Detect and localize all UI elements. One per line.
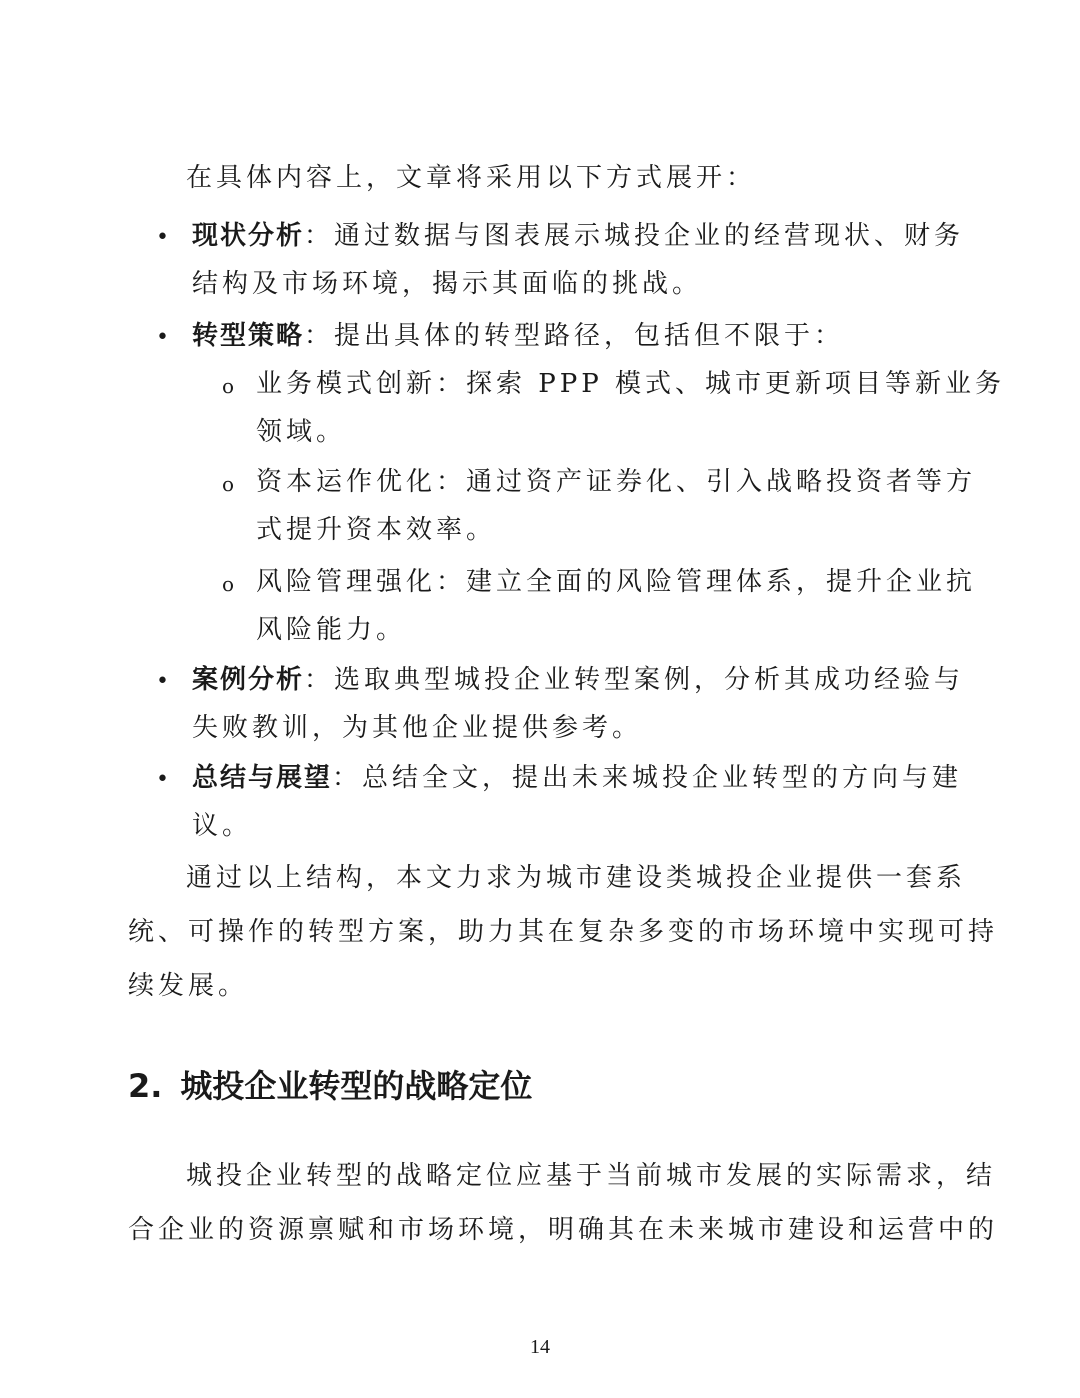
sub-bullet-continuation: 风险能力。 bbox=[256, 615, 407, 645]
summary-paragraph-line: 统、可操作的转型方案，助力其在复杂多变的市场环境中实现可持 bbox=[128, 917, 999, 947]
bullet-text: ：选取典型城投企业转型案例，分析其成功经验与 bbox=[304, 665, 965, 695]
bullet-continuation: 失败教训，为其他企业提供参考。 bbox=[192, 713, 643, 743]
section-body-line: 合企业的资源禀赋和市场环境，明确其在未来城市建设和运营中的 bbox=[128, 1215, 999, 1245]
sub-bullet-item-capital-operation: 资本运作优化：通过资产证券化、引入战略投资者等方 bbox=[256, 467, 977, 497]
section-body-line: 城投企业转型的战略定位应基于当前城市发展的实际需求，结 bbox=[186, 1161, 997, 1191]
bullet-continuation: 结构及市场环境，揭示其面临的挑战。 bbox=[192, 269, 703, 299]
bullet-term: 案例分析 bbox=[192, 665, 305, 695]
bullet-dot: • bbox=[156, 325, 169, 350]
sub-bullet-item-risk-management: 风险管理强化：建立全面的风险管理体系，提升企业抗 bbox=[256, 567, 977, 597]
page-number: 14 bbox=[530, 1336, 550, 1358]
bullet-item-case-analysis bbox=[192, 660, 964, 700]
section-heading bbox=[128, 1064, 532, 1108]
bullet-dot: • bbox=[156, 767, 169, 792]
section-number: 2. bbox=[128, 1067, 163, 1105]
bullet-text: ：通过数据与图表展示城投企业的经营现状、财务 bbox=[304, 221, 965, 251]
sub-bullet-continuation: 领域。 bbox=[256, 417, 347, 447]
bullet-term: 总结与展望 bbox=[192, 763, 333, 793]
bullet-dot: • bbox=[156, 669, 169, 694]
bullet-text: ：总结全文，提出未来城投企业转型的方向与建 bbox=[332, 763, 963, 793]
sub-bullet-circle: o bbox=[222, 572, 235, 596]
sub-bullet-continuation: 式提升资本效率。 bbox=[256, 515, 497, 545]
sub-bullet-circle: o bbox=[222, 472, 235, 496]
section-title: 城投企业转型的战略定位 bbox=[180, 1067, 533, 1105]
summary-paragraph-line: 通过以上结构，本文力求为城市建设类城投企业提供一套系 bbox=[186, 863, 967, 893]
sub-bullet-circle: o bbox=[222, 374, 235, 398]
intro-paragraph: 在具体内容上，文章将采用以下方式展开： bbox=[186, 163, 757, 193]
sub-bullet-item-business-model: 业务模式创新：探索 PPP 模式、城市更新项目等新业务 bbox=[256, 369, 1006, 399]
bullet-dot: • bbox=[156, 225, 169, 250]
summary-paragraph-line: 续发展。 bbox=[128, 971, 249, 1001]
bullet-continuation: 议。 bbox=[192, 811, 253, 841]
bullet-item-status-analysis bbox=[192, 216, 964, 256]
bullet-item-transformation-strategy bbox=[192, 316, 844, 356]
bullet-term: 现状分析 bbox=[192, 221, 305, 251]
bullet-item-summary-outlook bbox=[192, 758, 962, 798]
bullet-text: ：提出具体的转型路径，包括但不限于： bbox=[304, 321, 845, 351]
bullet-term: 转型策略 bbox=[192, 321, 305, 351]
